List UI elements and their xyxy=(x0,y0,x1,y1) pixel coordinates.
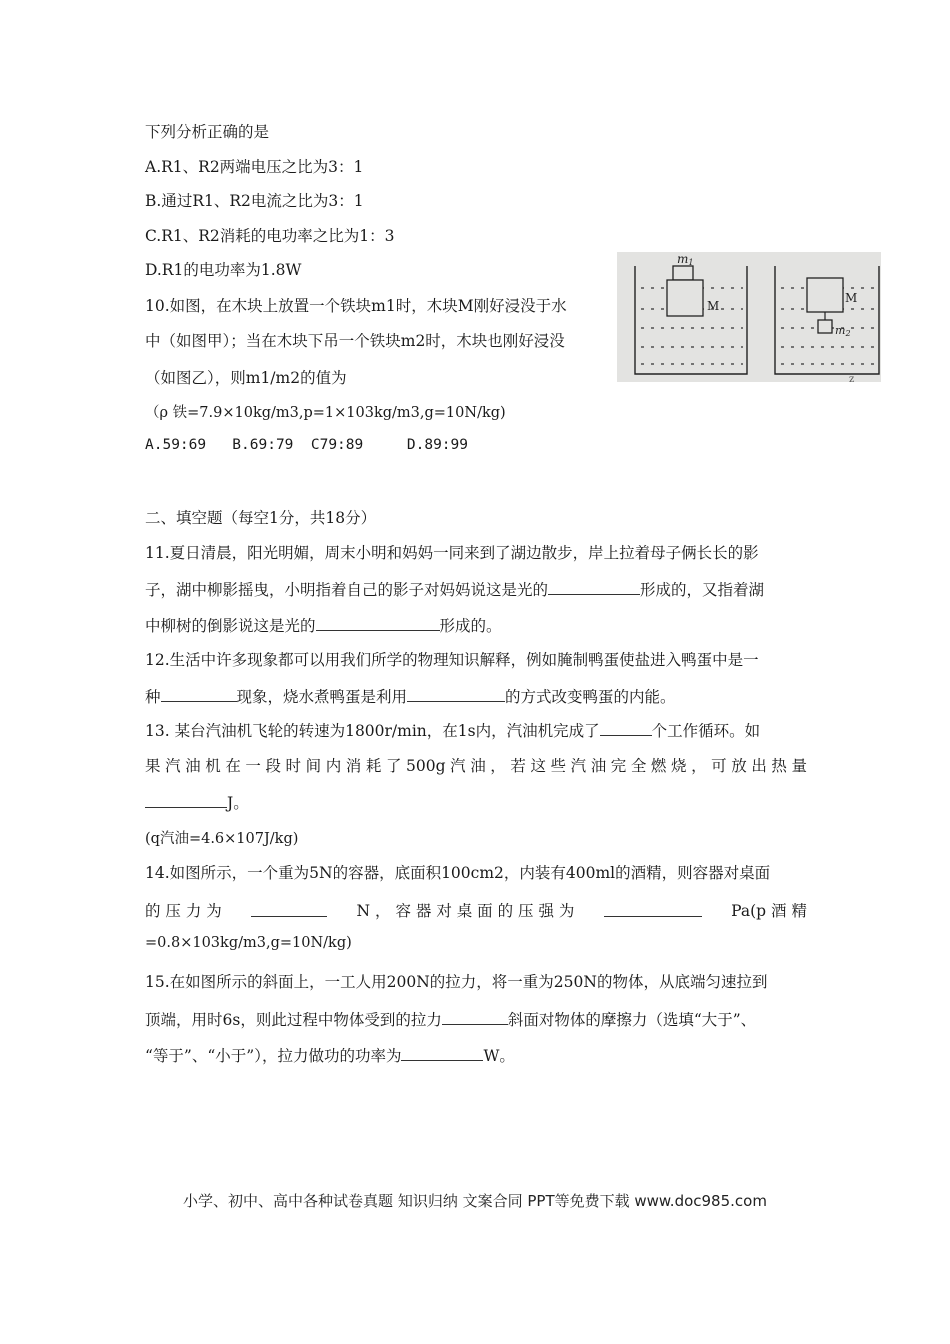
q10-options: A.59:69 B.69:79 C79:89 D.89:99 xyxy=(145,437,469,453)
iron-block-m1 xyxy=(673,266,693,280)
blank-input[interactable] xyxy=(600,718,652,736)
label-m1: m1 xyxy=(677,252,694,267)
page-footer: 小学、初中、高中各种试卷真题 知识归纳 文案合同 PPT等免费下载 www.doc985.com xyxy=(183,1192,767,1210)
q9-option-a: A.R1、R2两端电压之比为3：1 xyxy=(145,158,364,176)
q15-line3: “等于”、“小于”），拉力做功的功率为 W。 xyxy=(145,1043,515,1066)
q9-option-d: D.R1的电功率为1.8W xyxy=(145,261,302,279)
label-m-right: M xyxy=(845,291,858,305)
q9-option-c: C.R1、R2消耗的电功率之比为1：3 xyxy=(145,227,395,245)
wood-block-m-left xyxy=(667,280,703,316)
q10-constants: （ρ 铁=7.9×10kg/m3,p=1×103kg/m3,g=10N/kg) xyxy=(145,405,506,421)
q15-line1: 15.在如图所示的斜面上，一工人用200N的拉力，将一重为250N的物体，从底端匀速拉到 xyxy=(145,973,768,991)
blank-input[interactable] xyxy=(145,790,227,808)
q10-line3: （如图乙），则m1/m2的值为 xyxy=(145,369,347,387)
q15-line2: 顶端，用时6s，则此过程中物体受到的拉力 斜面对物体的摩擦力（选填“大于”、 xyxy=(145,1007,756,1030)
q14-line3: =0.8×103kg/m3,g=10N/kg) xyxy=(145,935,352,951)
label-m2: m2 xyxy=(835,324,851,338)
q13-line2: 果汽油机在一段时间内消耗了500g汽油，若这些汽油完全燃烧，可放出热量 xyxy=(145,757,807,775)
q12-line1: 12.生活中许多现象都可以用我们所学的物理知识解释，例如腌制鸭蛋使盐进入鸭蛋中是一 xyxy=(145,651,759,669)
q14-line1: 14.如图所示，一个重为5N的容器，底面积100cm2，内装有400ml的酒精，则容器对桌面 xyxy=(145,864,771,882)
q13-line3: J。 xyxy=(145,790,249,813)
q10-line1: 10.如图，在木块上放置一个铁块m1时，木块M刚好浸没于水 xyxy=(145,297,567,315)
q11-line3: 中柳树的倒影说这是光的 形成的。 xyxy=(145,613,502,636)
q13-line1: 13. 某台汽油机飞轮的转速为1800r/min，在1s内，汽油机完成了 个工作循环。如 xyxy=(145,718,760,741)
wood-block-m-right xyxy=(807,278,843,312)
iron-block-m2 xyxy=(818,320,832,333)
q9-option-b: B.通过R1、R2电流之比为3：1 xyxy=(145,192,364,210)
blank-input[interactable] xyxy=(548,577,640,595)
blank-input[interactable] xyxy=(251,899,327,917)
q12-line2: 种 现象，烧水煮鸭蛋是利用 的方式改变鸭蛋的内能。 xyxy=(145,684,676,707)
buoyancy-diagram xyxy=(617,252,881,382)
blank-input[interactable] xyxy=(316,613,440,631)
blank-input[interactable] xyxy=(442,1007,508,1025)
blank-input[interactable] xyxy=(401,1043,483,1061)
q14-line2: 的 压 力 为 N ， 容 器 对 桌 面 的 压 强 为 Pa(p 酒 精 xyxy=(145,899,807,921)
q11-line1: 11.夏日清晨，阳光明媚，周末小明和妈妈一同来到了湖边散步，岸上拉着母子俩长长的影 xyxy=(145,544,759,562)
blank-input[interactable] xyxy=(407,684,505,702)
section-heading: 二、填空题（每空1分，共18分） xyxy=(145,509,377,527)
label-corner: z xyxy=(849,374,855,382)
q13-constant: (q汽油=4.6×107J/kg) xyxy=(145,831,299,847)
q10-figure xyxy=(617,252,881,382)
blank-input[interactable] xyxy=(161,684,237,702)
q10-line2: 中（如图甲）；当在木块下吊一个铁块m2时，木块也刚好浸没 xyxy=(145,332,565,350)
q11-line2: 子，湖中柳影摇曳，小明指着自己的影子对妈妈说这是光的 形成的，又指着湖 xyxy=(145,577,764,600)
blank-input[interactable] xyxy=(604,899,702,917)
q9-stem: 下列分析正确的是 xyxy=(145,123,270,141)
label-m-left: M xyxy=(707,299,720,313)
